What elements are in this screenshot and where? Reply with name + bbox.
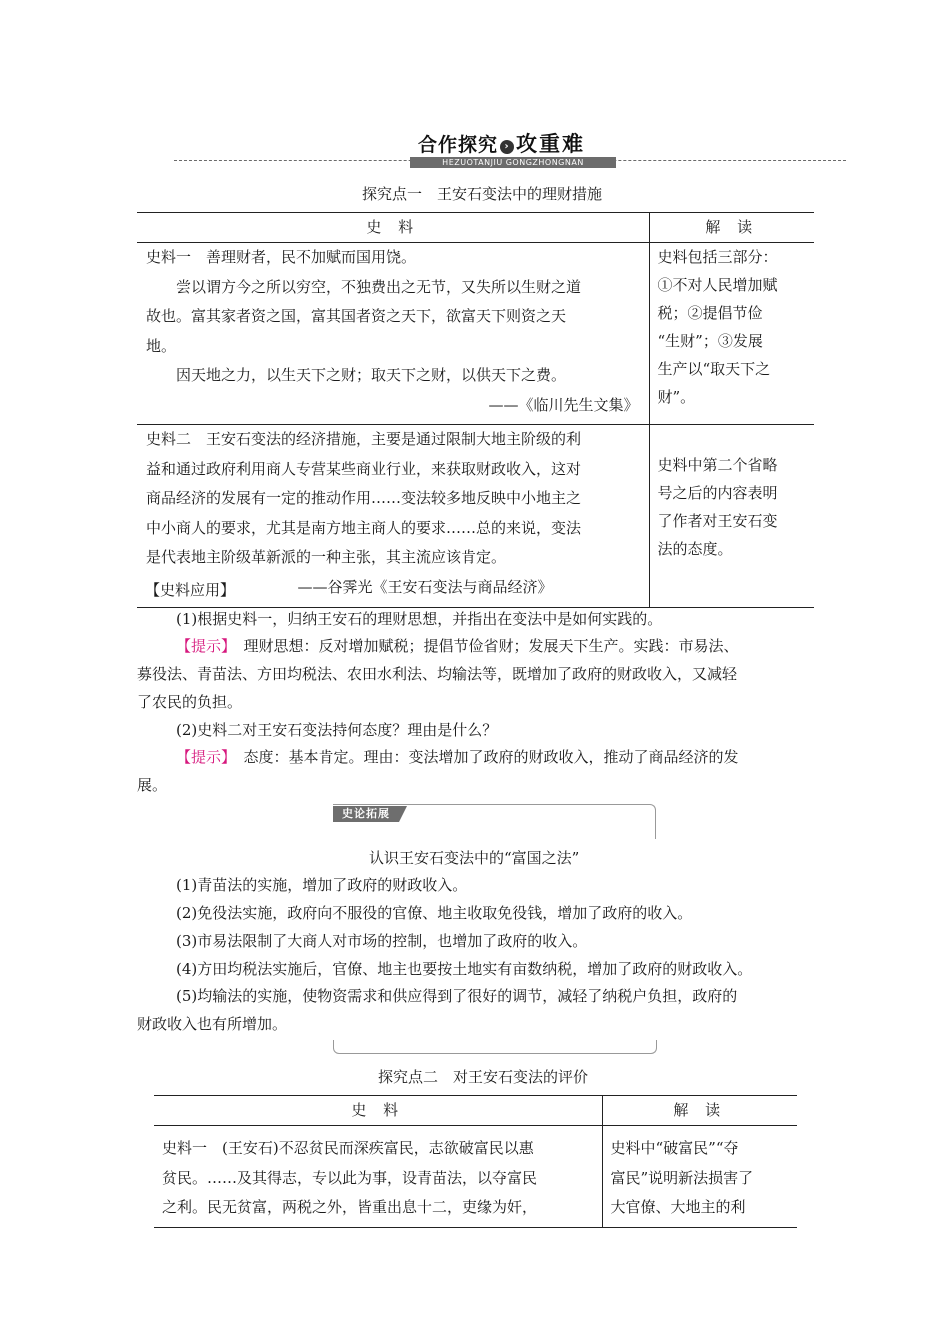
extension-box-top [333,804,656,839]
source-table-2 [154,1095,797,1228]
section-1-title: 探究点一 王安石变法中的理财措施 [362,185,603,203]
list-item-continuation: 财政收入也有所增加。 [137,1015,288,1033]
hint-label: 【提示】 [176,748,229,766]
source-cell: 史料一 善理财者，民不加赋而国用饶。 尝以谓方今之所以穷空，不独费出之无节，又失所以生财之道 故也。富其家者资之国，富其国者资之天下，欲富天下则资之天 地。 因天地之力，以生天下之财；取天下之财，以供天下之费。 ——《临川先生文集》 [137,243,649,425]
reading-cell: 史料中第二个省略 号之后的内容表明 了作者对王安石变 法的态度。 [657,456,778,558]
citation: ——谷霁光《王安石变法与商品经济》 [297,577,553,596]
banner-title: 合作探究 › 攻重难 [418,132,586,156]
extension-box-bottom [333,1040,657,1054]
question-2: (2)史料二对王安石变法持何态度？理由是什么？ [176,721,498,739]
table-row [137,425,814,608]
answer-1-line: 募役法、青苗法、方田均税法、农田水利法、均输法等，既增加了政府的财政收入，又减轻 [137,665,738,683]
list-item: (3)市易法限制了大商人对市场的控制，也增加了政府的收入。 [176,932,588,950]
extension-title: 认识王安石变法中的“富国之法” [369,849,580,867]
source-table-1 [137,212,814,608]
answer-1: 【提示】 理财思想：反对增加赋税；提倡节俭省财；发展天下生产。实践：市易法、 [176,637,739,655]
list-item: (1)青苗法的实施，增加了政府的财政收入。 [176,876,468,894]
list-item: (2)免役法实施，政府向不服役的官僚、地主收取免役钱，增加了政府的收入。 [176,904,693,922]
source-cell: 史料一 (王安石)不忍贫民而深疾富民，志欲破富民以惠 贫民。……及其得志，专以此为事，设青苗法，以夺富民 之利。民无贫富，两税之外，皆重出息十二，吏缘为奸， [154,1126,602,1228]
answer-2-line: 展。 [137,776,168,794]
chevron-right-icon: › [500,140,514,154]
table-row [137,243,814,425]
answer-2: 【提示】 态度：基本肯定。理由：变法增加了政府的财政收入，推动了商品经济的发 [176,748,739,766]
question-1: (1)根据史料一，归纳王安石的理财思想，并指出在变法中是如何实践的。 [176,610,663,628]
column-header-source: 史 料 [137,213,649,243]
source-cell: 史料二 王安石变法的经济措施，主要是通过限制大地主阶级的利 益和通过政府利用商人专营某些商业行业，来获取财政收入，这对 商品经济的发展有一定的推动作用……变法较多地反映中小地主之 中小商人的要求，尤其是南方地主商人的要求……总的来说，变法 是代表地主阶级革新派的一种主张，其主流应该肯定。 ——谷霁光《王安石变法与商品经济》 [137,425,649,608]
application-heading: 【史料应用】 [145,581,236,599]
answer-1-line: 了农民的负担。 [137,693,243,711]
column-header-source: 史 料 [154,1096,602,1126]
hint-label: 【提示】 [176,637,229,655]
table-row [154,1126,797,1228]
list-item: (4)方田均税法实施后，官僚、地主也要按土地实有亩数纳税，增加了政府的财政收入。 [176,960,753,978]
reading-cell: 史料包括三部分： ①不对人民增加赋 税；②提倡节俭 “生财”；③发展 生产以“取天下之 财”。 [649,243,814,425]
column-header-reading: 解 读 [649,213,814,243]
banner-pinyin: HEZUOTANJIU GONGZHONGNAN [410,157,616,168]
section-banner [174,128,846,170]
section-2-title: 探究点二 对王安石变法的评价 [378,1068,589,1086]
extension-tag: 史论拓展 [333,806,399,822]
list-item: (5)均输法的实施，使物资需求和供应得到了很好的调节，减轻了纳税户负担，政府的 [176,987,738,1005]
reading-cell: 史料中“破富民”“夺 富民”说明新法损害了 大官僚、大地主的利 [610,1139,754,1216]
citation: ——《临川先生文集》 [488,395,639,414]
column-header-reading: 解 读 [602,1096,797,1126]
